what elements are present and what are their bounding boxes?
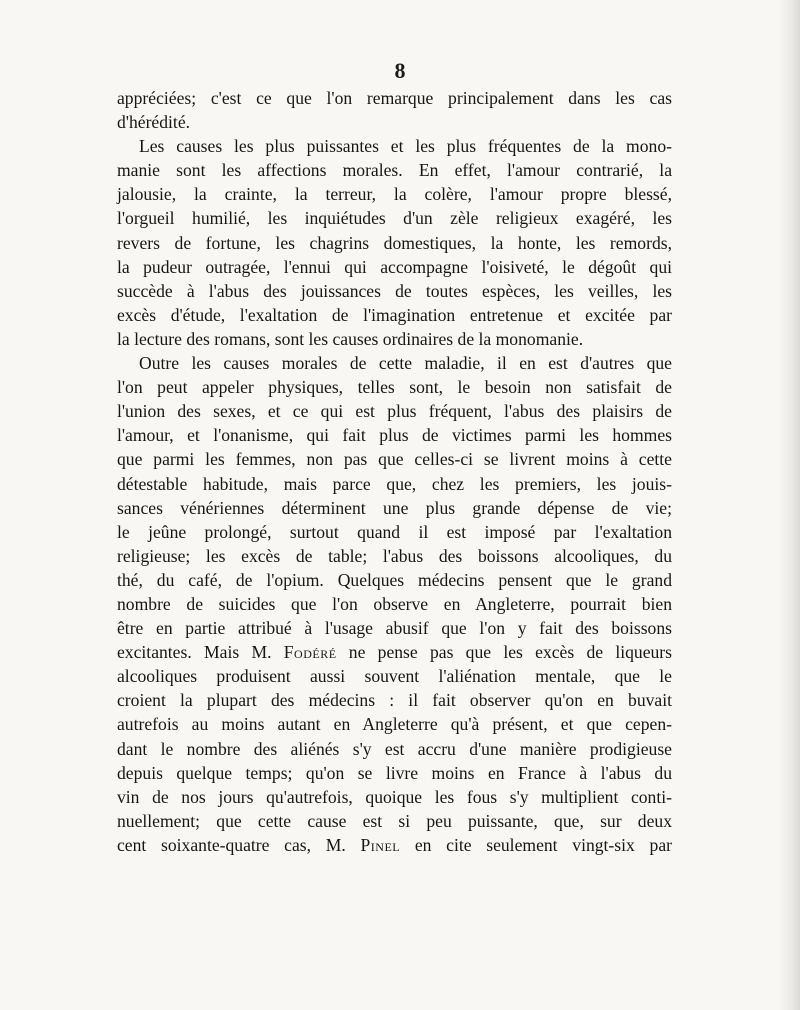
text-line: succède à l'abus des jouissances de toutes espèces, les veilles, les xyxy=(117,280,672,301)
text-line: alcooliques produisent aussi souvent l'aliénation mentale, que le xyxy=(117,666,672,687)
text-line: l'on peut appeler physiques, telles sont, le besoin non satisfait de xyxy=(117,377,672,398)
text-line: revers de fortune, les chagrins domestiques, la honte, les remords, xyxy=(117,232,672,253)
text-line: être en partie attribué à l'usage abusif que l'on y fait des boissons xyxy=(117,618,672,639)
text-line: que parmi les femmes, non pas que celles-ci se livrent moins à cette xyxy=(117,449,672,470)
text-line: nombre de suicides que l'on observe en Angleterre, pourrait bien xyxy=(117,593,672,614)
body-text xyxy=(117,86,672,857)
text-line: l'union des sexes, et ce qui est plus fréquent, l'abus des plaisirs de xyxy=(117,401,672,422)
text-line: sances vénériennes déterminent une plus grande dépense de vie; xyxy=(117,497,672,518)
text-line: jalousie, la crainte, la terreur, la colère, l'amour propre blessé, xyxy=(117,184,672,205)
text-line: détestable habitude, mais parce que, chez les premiers, les jouis- xyxy=(117,473,672,494)
text-line: nuellement; que cette cause est si peu puissante, que, sur deux xyxy=(117,810,672,831)
text-line: vin de nos jours qu'autrefois, quoique les fous s'y multiplient conti- xyxy=(117,786,672,807)
text-line: cent soixante-quatre cas, M. Pinel en cite seulement vingt-six par xyxy=(117,834,672,855)
text-line: manie sont les affections morales. En effet, l'amour contrarié, la xyxy=(117,160,672,181)
text-line: d'hérédité. xyxy=(117,112,191,133)
text-line: excitantes. Mais M. Fodéré ne pense pas que les excès de liqueurs xyxy=(117,642,673,663)
page-edge-shadow xyxy=(778,0,800,1010)
text-line: croient la plupart des médecins : il fait observer qu'on en buvait xyxy=(117,690,672,711)
text-line: l'amour, et l'onanisme, qui fait plus de victimes parmi les hommes xyxy=(117,425,672,446)
text-line: Les causes les plus puissantes et les plus fréquentes de la mono- xyxy=(139,136,672,157)
text-line: la pudeur outragée, l'ennui qui accompagne l'oisiveté, le dégoût qui xyxy=(117,256,672,277)
text-line: appréciées; c'est ce que l'on remarque principalement dans les cas xyxy=(117,88,672,108)
text-line: autrefois au moins autant en Angleterre qu'à présent, et que cepen- xyxy=(117,714,672,735)
text-line: religieuse; les excès de table; l'abus des boissons alcooliques, du xyxy=(117,545,672,566)
text-line: dant le nombre des aliénés s'y est accru d'une manière prodigieuse xyxy=(117,738,672,759)
text-line: Outre les causes morales de cette maladie, il en est d'autres que xyxy=(139,353,672,374)
text-line: excès d'étude, l'exaltation de l'imagination entretenue et excitée par xyxy=(117,304,672,325)
page-number: 8 xyxy=(394,58,406,83)
text-line: la lecture des romans, sont les causes ordinaires de la monomanie. xyxy=(117,328,584,349)
text-line: thé, du café, de l'opium. Quelques médecins pensent que le grand xyxy=(117,569,672,590)
author-name: Fodéré xyxy=(283,642,337,663)
text-line: depuis quelque temps; qu'on se livre moins en France à l'abus du xyxy=(117,762,672,783)
text-line: l'orgueil humilié, les inquiétudes d'un zèle religieux exagéré, les xyxy=(117,208,672,229)
text-line: le jeûne prolongé, surtout quand il est imposé par l'exaltation xyxy=(117,521,672,542)
author-name: Pinel xyxy=(360,834,401,855)
